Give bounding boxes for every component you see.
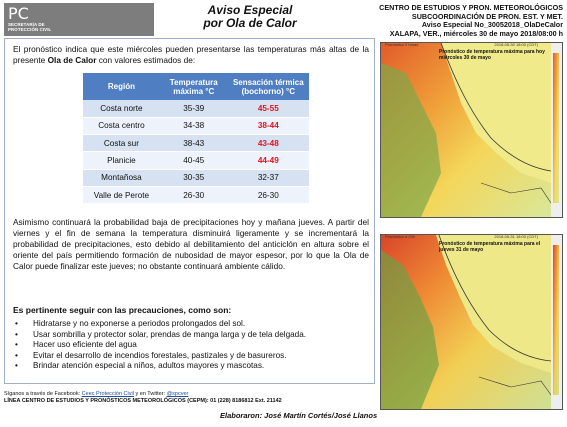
logo-org-line1: SECRETARÍA DE [8, 22, 45, 27]
header-line1: CENTRO DE ESTUDIOS Y PRON. METEOROLÓGICOS [379, 3, 563, 12]
col-region: Región [83, 73, 160, 100]
cell-region: Montañosa [83, 169, 160, 186]
col-temp-max: Temperatura máxima °C [160, 73, 228, 100]
contact-line: LÍNEA CENTRO DE ESTUDIOS Y PRONÓSTICOS METEOROLÓGICOS (CEPM): 01 (228) 8186812 Ext. 21142 [4, 397, 282, 404]
cell-temp: 26-30 [160, 186, 228, 203]
cell-temp: 30-35 [160, 169, 228, 186]
cell-sens: 43-48 [228, 135, 309, 152]
col-sensation: Sensación térmica (bochorno) °C [228, 73, 309, 100]
header-line3: Aviso Especial No_30052018_OlaDeCalor [421, 20, 563, 29]
cell-sens: 38-44 [228, 117, 309, 134]
table-row [83, 152, 309, 169]
cell-temp: 38-43 [160, 135, 228, 152]
cell-region: Planicie [83, 152, 160, 169]
table-row [83, 117, 309, 134]
intro-text2: con valores estimados de: [96, 55, 196, 65]
facebook-link[interactable]: Ceec Protección Civil [81, 391, 134, 397]
forecast-map-today [380, 42, 563, 218]
logo-org [8, 22, 51, 32]
social-text: Síganos a través de Facebook: [4, 391, 82, 397]
logo-org-line2: PROTECCIÓN CIVIL [8, 27, 52, 32]
precautions-list [15, 319, 306, 372]
table-body [83, 100, 309, 204]
table-row [83, 100, 309, 117]
table-row [83, 135, 309, 152]
precautions-title: Es pertinente seguir con las precauciones, como son: [13, 305, 232, 315]
list-item: • Brindar atención especial a niños, adultos mayores y mascotas. [15, 361, 306, 372]
header-line4: XALAPA, VER., miércoles 30 de mayo 2018/08:00 h [389, 28, 563, 38]
list-item: • Evitar el desarrollo de incendios forestales, pastizales y de basureros. [15, 351, 306, 362]
cell-region: Valle de Perote [83, 186, 160, 203]
social-line [4, 391, 304, 398]
forecast-paragraph: Asimismo continuará la probabilidad baja de precipitaciones hoy y mañana jueves. A partir del viernes y el fin de semana la temperatura disminuirá ligeramente y se incrementará la probabilidad de precipitaciones, esto debido al debilitamiento del anticiclón en altura sobre el oriente del país permitiendo formación de nubosidad de mayor espesor, por lo que la Ola de Calor puede finalizar este jueves; no obstante continuará ambiente cálido. [13, 217, 369, 271]
intro-paragraph [13, 44, 369, 66]
forecast-map-image [381, 43, 562, 217]
list-item: • Usar sombrilla y protector solar, prendas de manga larga y de tela delgada. [15, 330, 306, 341]
cell-sens: 44-49 [228, 152, 309, 169]
cell-region: Costa norte [83, 100, 160, 117]
table-row [83, 169, 309, 186]
intro-bold: Ola de Calor [47, 55, 97, 65]
map-stamp: Pronóstico a 24h [385, 234, 416, 239]
map-stamp: Pronóstico 0 horas [385, 42, 419, 47]
title-line2: por Ola de Calor [203, 16, 297, 30]
map-date: 2018-05-30 18:00 (CDT) [494, 42, 538, 47]
page-title [190, 4, 310, 30]
authors: Elaboraron: José Martín Cortés/José Llanos [220, 411, 378, 420]
cell-region: Costa centro [83, 117, 160, 134]
list-item: • Hidratarse y no exponerse a periodos prolongados del sol. [15, 319, 306, 330]
footer [4, 391, 304, 404]
secretaria-logo [4, 3, 154, 36]
social-text2: y en Twitter: [133, 391, 167, 397]
cell-temp: 40-45 [160, 152, 228, 169]
temperature-table [83, 73, 309, 204]
map-title: Pronóstico de temperatura máxima para el jueves 31 de mayo [439, 241, 541, 253]
logo-pc: PC [8, 4, 29, 23]
list-item: • Hacer uso eficiente del agua [15, 340, 306, 351]
twitter-link[interactable]: @spcver [166, 391, 189, 397]
cell-temp: 34-38 [160, 117, 228, 134]
forecast-map-image [381, 235, 562, 409]
cell-region: Costa sur [83, 135, 160, 152]
title-line1: Aviso Especial [207, 3, 293, 17]
map-title: Pronóstico de temperatura máxima para hoy miércoles 30 de mayo [439, 49, 545, 61]
cell-sens: 32-37 [228, 169, 309, 186]
issuer-header [373, 4, 563, 38]
cell-sens: 45-55 [228, 100, 309, 117]
table-row [83, 186, 309, 203]
header-line2: SUBCOORDINACIÓN DE PRON. EST. Y MET. [411, 11, 563, 21]
map-date: 2018-05-31 18:00 (CDT) [494, 234, 538, 239]
intro-text1: El pronóstico indica que este miércoles pueden presentarse las temperaturas más altas de la presente [13, 44, 369, 65]
cell-sens: 26-30 [228, 186, 309, 203]
forecast-map-tomorrow [380, 234, 563, 410]
bulletin-panel [4, 38, 375, 384]
cell-temp: 35-39 [160, 100, 228, 117]
